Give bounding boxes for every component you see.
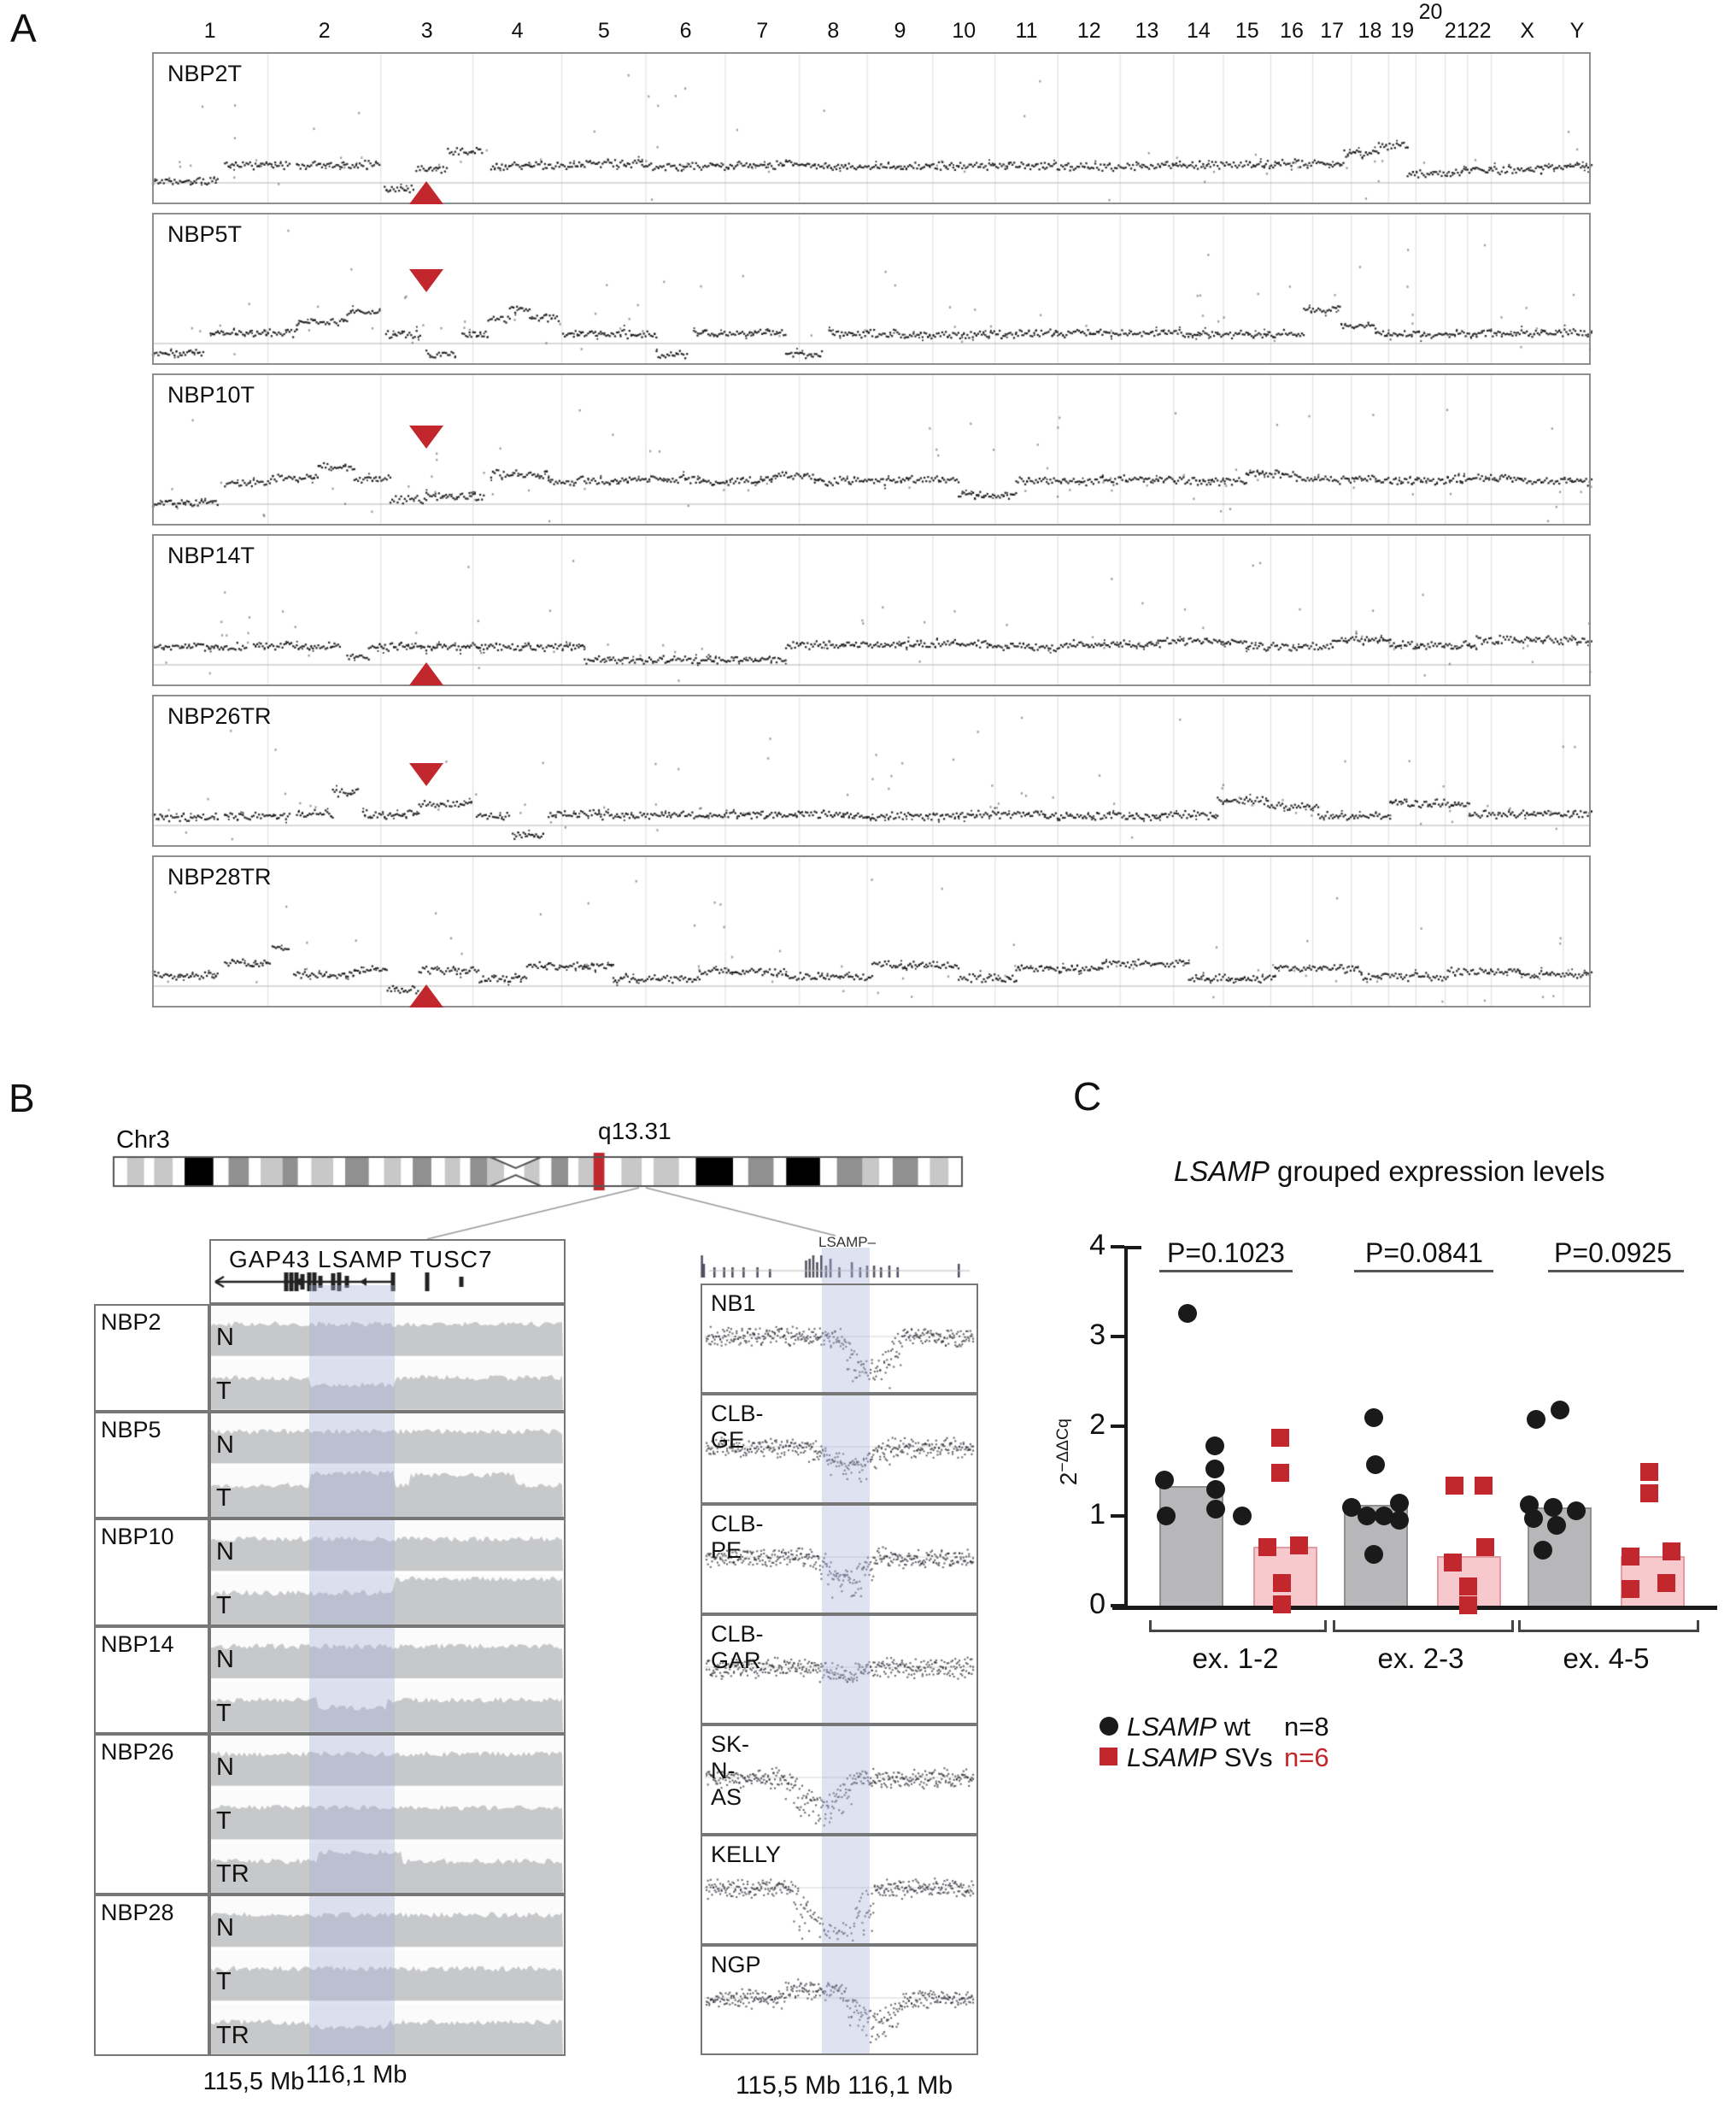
legend-sv-count: n=6	[1284, 1742, 1329, 1772]
dot-wt-ex. 4-5-5	[1524, 1509, 1543, 1528]
chr3-gain-triangle-icon-NBP28TR	[409, 984, 443, 1008]
chart-title	[1174, 1155, 1604, 1188]
chrom-label-16: 16	[1280, 19, 1304, 43]
y-axis-line	[1124, 1246, 1128, 1607]
chrom-label-2: 2	[318, 19, 331, 43]
dot-wt-ex. 2-3-4	[1358, 1507, 1376, 1525]
chrom-label-20: 20	[1418, 0, 1443, 24]
chrom-label-17: 17	[1320, 19, 1344, 43]
chrom-label-22: 22	[1467, 19, 1492, 43]
axis-right-mb: 115,5 Mb 116,1 Mb	[735, 2071, 953, 2100]
track-label-NBP28-TR: TR	[216, 2022, 249, 2049]
sample-label-NBP5: NBP5	[101, 1416, 161, 1442]
dot-wt-ex. 4-5-3	[1544, 1498, 1563, 1517]
legend-sv-label: LSAMP SVs	[1127, 1742, 1273, 1772]
dot-wt-ex. 4-5-6	[1547, 1516, 1566, 1535]
dot-wt-ex. 1-2-4	[1206, 1480, 1225, 1499]
dot-wt-ex. 4-5-0	[1551, 1401, 1569, 1419]
chrom-label-4: 4	[511, 19, 524, 43]
track-label-NBP28-T: T	[216, 1968, 232, 1996]
chrom-label-21: 21	[1444, 19, 1469, 43]
coverage-box-NBP2	[209, 1304, 566, 1412]
dot-wt-ex. 2-3-0	[1364, 1408, 1383, 1427]
track-label-NBP14-T: T	[216, 1699, 232, 1727]
dot-wt-ex. 4-5-1	[1527, 1410, 1545, 1429]
square-sv-ex. 4-5-5	[1622, 1580, 1639, 1598]
chr3-label: Chr3	[116, 1126, 170, 1154]
square-sv-ex. 4-5-0	[1640, 1463, 1658, 1481]
coverage-box-NBP14	[209, 1626, 566, 1734]
y-tick-4	[1111, 1245, 1124, 1248]
p-underline-2	[1354, 1270, 1493, 1272]
y-axis-label-sup: −ΔΔCq	[1053, 1419, 1072, 1472]
square-sv-ex. 1-2-0	[1271, 1429, 1289, 1447]
track-label-NBP26-T: T	[216, 1806, 232, 1835]
chrom-label-3: 3	[420, 19, 433, 43]
y-tick-label-4: 4	[1089, 1229, 1106, 1261]
square-sv-ex. 1-2-2	[1258, 1538, 1276, 1556]
sample-label-NBP10: NBP10	[101, 1524, 174, 1550]
legend-wt-count: n=8	[1284, 1712, 1329, 1742]
chrom-label-9: 9	[894, 19, 906, 43]
chrom-label-13: 13	[1135, 19, 1159, 43]
track-label-NBP28-N: N	[216, 1914, 234, 1942]
group-bracket-ex. 1-2	[1149, 1620, 1327, 1632]
coverage-box-NBP10	[209, 1519, 566, 1626]
chrom-label-11: 11	[1015, 19, 1038, 43]
chrom-label-6: 6	[679, 19, 692, 43]
chr3-gain-triangle-icon-NBP14T	[409, 662, 443, 685]
p-value-1: P=0.1023	[1167, 1237, 1285, 1268]
group-label-ex. 4-5: ex. 4-5	[1563, 1642, 1650, 1674]
cellline-label-CLB-PE: CLB-PE	[711, 1511, 764, 1563]
square-sv-ex. 1-2-1	[1271, 1464, 1289, 1482]
square-sv-ex. 2-3-5	[1459, 1596, 1477, 1614]
chr3-loss-triangle-icon-NBP10T	[409, 426, 443, 449]
group-bracket-ex. 2-3	[1333, 1620, 1514, 1632]
square-sv-ex. 4-5-2	[1663, 1542, 1680, 1560]
cnv-track-label-NBP10T: NBP10T	[167, 382, 255, 408]
chrom-label-X: X	[1520, 19, 1535, 43]
track-label-NBP5-T: T	[216, 1484, 232, 1513]
cnv-track-box-NBP14T	[152, 534, 1591, 686]
dot-wt-ex. 4-5-7	[1534, 1541, 1552, 1560]
chart-title-gene: LSAMP	[1174, 1155, 1270, 1187]
square-sv-ex. 1-2-5	[1273, 1595, 1291, 1613]
square-sv-ex. 2-3-1	[1475, 1477, 1493, 1495]
x-baseline	[1112, 1606, 1717, 1610]
cellline-label-NGP: NGP	[711, 1952, 761, 1977]
lsamp-gene-text: LSAMP	[818, 1234, 868, 1250]
dot-wt-ex. 2-3-7	[1364, 1545, 1383, 1564]
chrom-label-14: 14	[1186, 19, 1211, 43]
group-bracket-ex. 4-5	[1518, 1620, 1699, 1632]
y-tick-label-0: 0	[1089, 1588, 1106, 1620]
y-tick-2	[1111, 1425, 1124, 1428]
chrom-label-8: 8	[827, 19, 840, 43]
cnv-track-box-NBP2T	[152, 52, 1591, 204]
track-label-NBP14-N: N	[216, 1646, 234, 1673]
chrom-label-Y: Y	[1569, 19, 1585, 43]
gene-track-title: GAP43 LSAMP TUSC7	[229, 1246, 493, 1272]
dot-wt-ex. 1-2-6	[1157, 1507, 1176, 1525]
chart-title-rest: grouped expression levels	[1269, 1155, 1605, 1187]
legend-wt-circle-icon	[1100, 1717, 1118, 1736]
sample-label-NBP26: NBP26	[101, 1738, 174, 1765]
y-axis-top-cap	[1124, 1246, 1141, 1249]
square-sv-ex. 2-3-2	[1476, 1538, 1494, 1556]
square-sv-ex. 2-3-0	[1446, 1477, 1463, 1495]
chr3-loss-triangle-icon-NBP5T	[409, 269, 443, 292]
cnv-track-box-NBP10T	[152, 373, 1591, 526]
cytoband-label: q13.31	[598, 1118, 672, 1144]
sample-label-NBP2: NBP2	[101, 1309, 161, 1335]
track-label-NBP26-N: N	[216, 1753, 234, 1781]
square-sv-ex. 4-5-1	[1640, 1484, 1658, 1502]
y-tick-3	[1111, 1335, 1124, 1338]
panel-a-label: A	[10, 6, 37, 50]
dot-wt-ex. 1-2-5	[1206, 1500, 1225, 1519]
coverage-box-NBP26	[209, 1734, 566, 1895]
panel-b-label: B	[9, 1076, 35, 1120]
dot-wt-ex. 2-3-1	[1366, 1455, 1385, 1474]
cnv-track-label-NBP14T: NBP14T	[167, 543, 255, 568]
chrom-label-12: 12	[1076, 19, 1101, 43]
chrom-label-5: 5	[597, 19, 610, 43]
chrom-label-15: 15	[1235, 19, 1259, 43]
track-label-NBP2-T: T	[216, 1377, 232, 1405]
y-axis-label-base: 2	[1055, 1472, 1082, 1486]
coverage-box-NBP28	[209, 1895, 566, 2056]
square-sv-ex. 4-5-3	[1622, 1548, 1639, 1566]
dot-wt-ex. 4-5-4	[1567, 1501, 1586, 1520]
group-label-ex. 1-2: ex. 1-2	[1192, 1642, 1279, 1674]
track-label-NBP2-N: N	[216, 1323, 234, 1351]
cellline-label-CLB-GAR: CLB-GAR	[711, 1621, 764, 1673]
cellline-label-SK-N-AS: SK-N-AS	[711, 1731, 750, 1810]
track-label-NBP5-N: N	[216, 1430, 234, 1459]
sample-label-NBP14: NBP14	[101, 1631, 174, 1658]
panel-c-label: C	[1073, 1074, 1102, 1119]
dot-wt-ex. 1-2-3	[1155, 1471, 1174, 1489]
cnv-track-box-NBP26TR	[152, 695, 1591, 847]
chrom-label-1: 1	[203, 19, 216, 43]
chr3-gain-triangle-icon-NBP2T	[409, 181, 443, 204]
axis-left-115mb: 115,5 Mb	[202, 2068, 305, 2095]
track-label-NBP10-N: N	[216, 1538, 234, 1566]
chrom-label-18: 18	[1358, 19, 1382, 43]
p-value-3: P=0.0925	[1554, 1237, 1672, 1268]
cnv-track-box-NBP28TR	[152, 855, 1591, 1008]
square-sv-ex. 2-3-4	[1459, 1577, 1477, 1595]
sample-label-NBP28: NBP28	[101, 1900, 174, 1926]
legend-sv-square-icon	[1100, 1748, 1117, 1765]
track-label-NBP10-T: T	[216, 1592, 232, 1620]
y-tick-label-3: 3	[1089, 1319, 1106, 1351]
cellline-label-CLB-GE: CLB-GE	[711, 1401, 764, 1453]
chrom-label-19: 19	[1390, 19, 1415, 43]
square-sv-ex. 4-5-4	[1657, 1574, 1675, 1592]
cnv-track-label-NBP2T: NBP2T	[167, 61, 243, 86]
cnv-track-box-NBP5T	[152, 213, 1591, 365]
axis-left-116mb: 116,1 Mb	[305, 2061, 408, 2088]
group-label-ex. 2-3: ex. 2-3	[1377, 1642, 1464, 1674]
square-sv-ex. 2-3-3	[1444, 1554, 1462, 1571]
chrom-label-7: 7	[756, 19, 769, 43]
coverage-box-NBP5	[209, 1412, 566, 1519]
cnv-track-label-NBP26TR: NBP26TR	[167, 703, 272, 729]
square-sv-ex. 1-2-4	[1273, 1574, 1291, 1592]
cellline-label-NB1: NB1	[711, 1290, 756, 1316]
p-underline-3	[1548, 1270, 1684, 1272]
y-tick-label-2: 2	[1089, 1408, 1106, 1441]
dot-wt-ex. 1-2-7	[1233, 1507, 1252, 1525]
square-sv-ex. 1-2-3	[1290, 1536, 1308, 1554]
dot-wt-ex. 1-2-0	[1178, 1304, 1197, 1323]
cnv-track-label-NBP28TR: NBP28TR	[167, 864, 272, 890]
y-tick-1	[1111, 1514, 1124, 1518]
cellline-label-KELLY: KELLY	[711, 1842, 782, 1867]
chrom-label-10: 10	[952, 19, 976, 43]
cnv-track-label-NBP5T: NBP5T	[167, 221, 243, 247]
track-label-NBP26-TR: TR	[216, 1860, 249, 1889]
chr3-loss-triangle-icon-NBP26TR	[409, 763, 443, 786]
y-tick-label-1: 1	[1089, 1498, 1106, 1530]
lsamp-gene-label: LSAMP–	[818, 1234, 877, 1250]
dot-wt-ex. 1-2-1	[1205, 1436, 1224, 1455]
p-value-2: P=0.0841	[1365, 1237, 1483, 1268]
legend-wt-label: LSAMP wt	[1127, 1712, 1251, 1742]
p-underline-1	[1159, 1270, 1293, 1272]
